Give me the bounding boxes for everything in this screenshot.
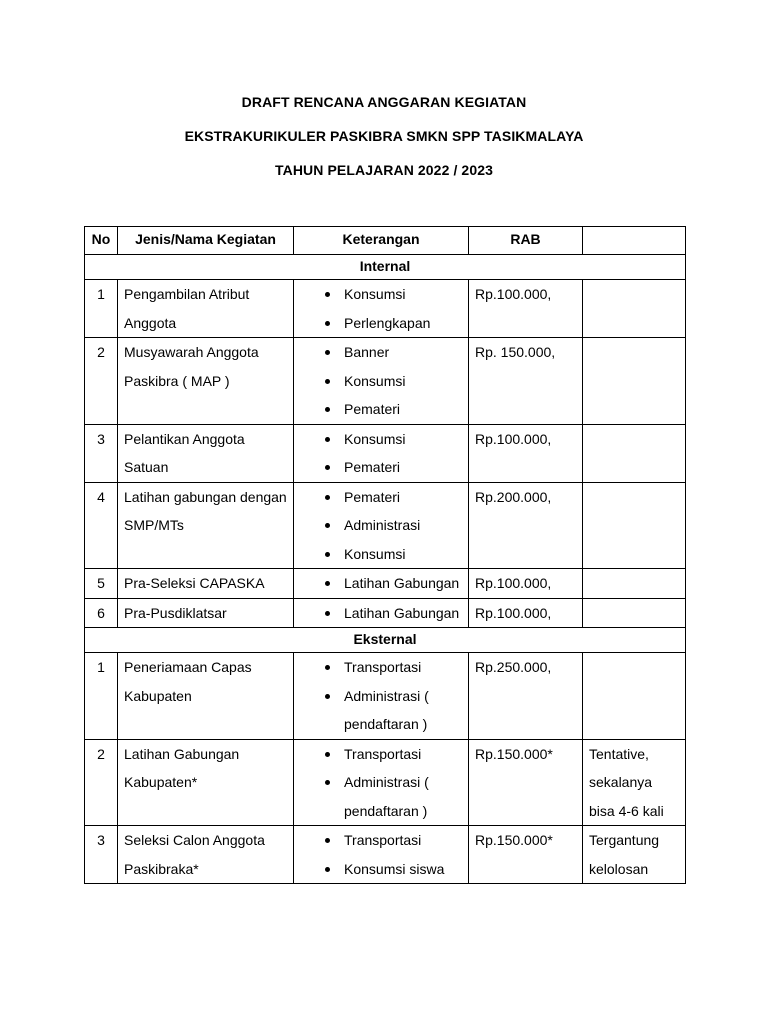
activity-name: Pelantikan Anggota Satuan bbox=[118, 424, 294, 482]
document-subtitle: EKSTRAKURIKULER PASKIBRA SMKN SPP TASIKMALAYA bbox=[184, 128, 584, 144]
description-cell bbox=[294, 482, 469, 569]
rab-amount: Rp.100.000, bbox=[469, 598, 583, 628]
activity-name: Latihan gabungan dengan SMP/MTs bbox=[118, 482, 294, 569]
description-list bbox=[300, 826, 462, 883]
description-item: Banner bbox=[300, 338, 462, 367]
section-label: Internal bbox=[85, 255, 686, 280]
row-number: 4 bbox=[85, 482, 118, 569]
description-list bbox=[300, 280, 462, 337]
description-list bbox=[300, 569, 462, 598]
description-item: Latihan Gabungan bbox=[300, 569, 462, 598]
activity-name: Musyawarah Anggota Paskibra ( MAP ) bbox=[118, 338, 294, 425]
row-number: 3 bbox=[85, 826, 118, 884]
description-item: Transportasi bbox=[300, 653, 462, 682]
note-cell bbox=[583, 653, 686, 740]
section-row bbox=[85, 628, 686, 653]
rab-amount: Rp.250.000, bbox=[469, 653, 583, 740]
table-row bbox=[85, 280, 686, 338]
row-number: 3 bbox=[85, 424, 118, 482]
table-body bbox=[85, 255, 686, 884]
note-cell: Tergantung kelolosan bbox=[583, 826, 686, 884]
description-cell bbox=[294, 338, 469, 425]
description-item: Konsumsi bbox=[300, 540, 462, 569]
note-cell bbox=[583, 598, 686, 628]
description-item: Pemateri bbox=[300, 395, 462, 424]
row-number: 6 bbox=[85, 598, 118, 628]
description-cell bbox=[294, 280, 469, 338]
table-row bbox=[85, 338, 686, 425]
note-cell bbox=[583, 424, 686, 482]
description-cell bbox=[294, 569, 469, 599]
table-row bbox=[85, 739, 686, 826]
description-item: Konsumsi siswa bbox=[300, 855, 462, 884]
budget-table bbox=[84, 226, 686, 884]
section-label: Eksternal bbox=[85, 628, 686, 653]
note-cell bbox=[583, 280, 686, 338]
activity-name: Pra-Seleksi CAPASKA bbox=[118, 569, 294, 599]
section-row bbox=[85, 255, 686, 280]
note-cell bbox=[583, 569, 686, 599]
description-item: Konsumsi bbox=[300, 367, 462, 396]
row-number: 2 bbox=[85, 338, 118, 425]
description-cell bbox=[294, 653, 469, 740]
table-row bbox=[85, 424, 686, 482]
row-number: 5 bbox=[85, 569, 118, 599]
note-cell: Tentative, sekalanya bisa 4-6 kali bbox=[583, 739, 686, 826]
description-list bbox=[300, 483, 462, 569]
activity-name: Peneriamaan Capas Kabupaten bbox=[118, 653, 294, 740]
description-list bbox=[300, 740, 462, 826]
description-cell bbox=[294, 424, 469, 482]
description-list bbox=[300, 599, 462, 628]
description-item: Transportasi bbox=[300, 826, 462, 855]
table-row bbox=[85, 569, 686, 599]
description-item: Konsumsi bbox=[300, 425, 462, 454]
header-note bbox=[583, 227, 686, 255]
description-cell bbox=[294, 598, 469, 628]
description-item: Administrasi ( pendaftaran ) bbox=[300, 768, 462, 825]
description-list bbox=[300, 653, 462, 739]
table-row bbox=[85, 482, 686, 569]
note-cell bbox=[583, 482, 686, 569]
activity-name: Pengambilan Atribut Anggota bbox=[118, 280, 294, 338]
table-header-row bbox=[85, 227, 686, 255]
rab-amount: Rp.100.000, bbox=[469, 424, 583, 482]
row-number: 1 bbox=[85, 280, 118, 338]
description-item: Administrasi bbox=[300, 511, 462, 540]
description-item: Konsumsi bbox=[300, 280, 462, 309]
description-item: Transportasi bbox=[300, 740, 462, 769]
description-item: Perlengkapan bbox=[300, 309, 462, 338]
description-item: Pemateri bbox=[300, 453, 462, 482]
table-row bbox=[85, 653, 686, 740]
rab-amount: Rp.100.000, bbox=[469, 569, 583, 599]
table-row bbox=[85, 826, 686, 884]
rab-amount: Rp. 150.000, bbox=[469, 338, 583, 425]
row-number: 1 bbox=[85, 653, 118, 740]
description-item: Latihan Gabungan bbox=[300, 599, 462, 628]
description-cell bbox=[294, 826, 469, 884]
document-title: DRAFT RENCANA ANGGARAN KEGIATAN bbox=[241, 94, 527, 110]
activity-name: Seleksi Calon Anggota Paskibraka* bbox=[118, 826, 294, 884]
rab-amount: Rp.200.000, bbox=[469, 482, 583, 569]
rab-amount: Rp.150.000* bbox=[469, 739, 583, 826]
document-school-year: TAHUN PELAJARAN 2022 / 2023 bbox=[275, 162, 493, 178]
description-item: Administrasi ( pendaftaran ) bbox=[300, 682, 462, 739]
activity-name: Latihan Gabungan Kabupaten* bbox=[118, 739, 294, 826]
header-no: No bbox=[85, 227, 118, 255]
rab-amount: Rp.150.000* bbox=[469, 826, 583, 884]
header-activity: Jenis/Nama Kegiatan bbox=[118, 227, 294, 255]
note-cell bbox=[583, 338, 686, 425]
description-list bbox=[300, 338, 462, 424]
row-number: 2 bbox=[85, 739, 118, 826]
description-list bbox=[300, 425, 462, 482]
table-row bbox=[85, 598, 686, 628]
activity-name: Pra-Pusdiklatsar bbox=[118, 598, 294, 628]
description-item: Pemateri bbox=[300, 483, 462, 512]
rab-amount: Rp.100.000, bbox=[469, 280, 583, 338]
header-rab: RAB bbox=[469, 227, 583, 255]
description-cell bbox=[294, 739, 469, 826]
header-description: Keterangan bbox=[294, 227, 469, 255]
